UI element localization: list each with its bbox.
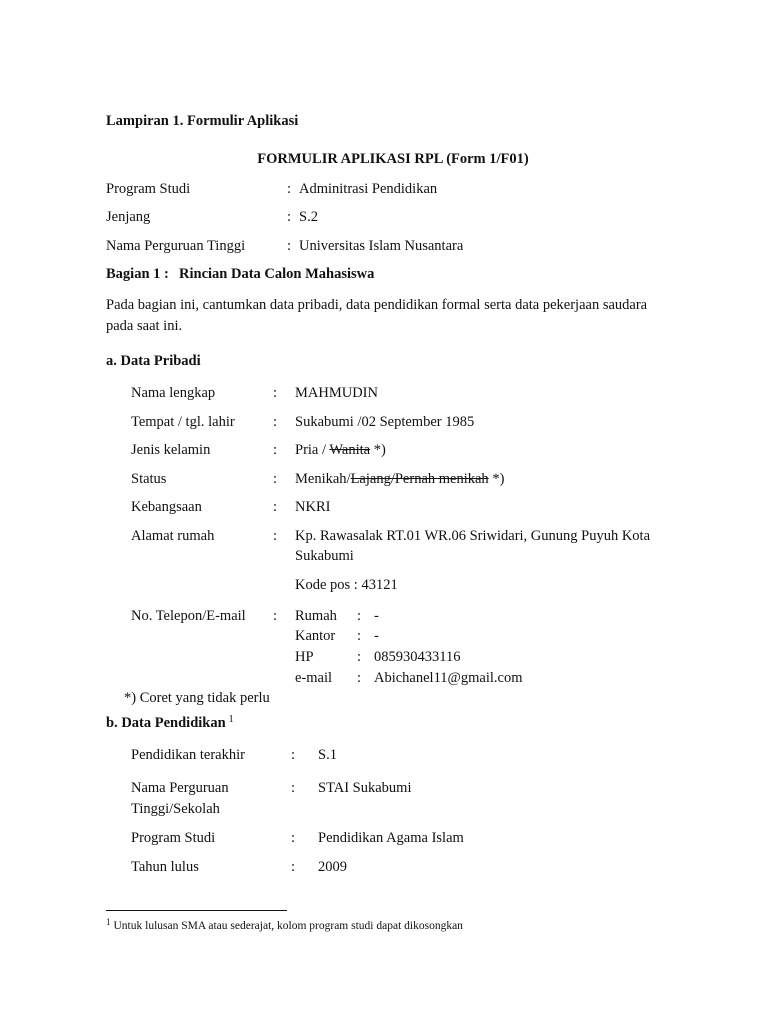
contact-email-label: e-mail [295,670,333,686]
section1-title: Rincian Data Calon Mahasiswa [179,266,375,282]
footnote-ref: 1 [228,714,234,725]
address-label: Alamat rumah [131,528,215,544]
appendix-title: Lampiran 1. Formulir Aplikasi [106,113,299,129]
status-value [295,469,504,490]
contact-home-value: - [374,608,379,624]
gender-suffix: *) [370,442,386,458]
colon: : [287,181,292,197]
institution-label-line1: Nama Perguruan [131,780,229,796]
contact-label: No. Telepon/E-mail [131,608,246,624]
gender-label: Jenis kelamin [131,442,211,458]
colon: : [273,528,278,544]
postal-code: Kode pos : 43121 [295,577,398,593]
colon: : [291,830,296,846]
last-edu-value: S.1 [318,747,337,763]
colon: : [357,649,362,665]
colon: : [357,628,362,644]
colon: : [291,780,296,796]
colon: : [273,471,278,487]
strike-note: *) Coret yang tidak perlu [124,690,270,706]
form-title: FORMULIR APLIKASI RPL (Form 1/F01) [257,151,529,167]
status-kept: Menikah/ [295,471,351,487]
colon: : [291,747,296,763]
colon: : [357,608,362,624]
nationality-value: NKRI [295,499,331,515]
last-edu-label: Pendidikan terakhir [131,747,245,763]
program-label: Program Studi [131,830,216,846]
colon: : [273,608,278,624]
jenjang-value: S.2 [299,209,318,225]
footnote-mark: 1 [106,917,111,927]
colon: : [291,859,296,875]
birth-label: Tempat / tgl. lahir [131,414,235,430]
contact-email-value: Abichanel11@gmail.com [374,670,523,686]
footnote [106,916,463,935]
colon: : [287,238,292,254]
colon: : [357,670,362,686]
contact-hp-label: HP [295,649,314,665]
program-value: Pendidikan Agama Islam [318,830,464,846]
name-value: MAHMUDIN [295,385,378,401]
name-label: Nama lengkap [131,385,216,401]
footnote-text: Untuk lulusan SMA atau sederajat, kolom program studi dapat dikosongkan [113,920,463,932]
colon: : [273,442,278,458]
section1-intro-line1: Pada bagian ini, cantumkan data pribadi, data pendidikan formal serta data pekerjaan saudara [106,297,648,313]
birth-value: Sukabumi /02 September 1985 [295,414,475,430]
education-heading [106,713,234,734]
nationality-label: Kebangsaan [131,499,202,515]
section1-label: Bagian 1 : [106,266,169,282]
address-line2: Sukabumi [295,548,354,564]
institution-label-line2: Tinggi/Sekolah [131,801,220,817]
perguruan-tinggi-value: Universitas Islam Nusantara [299,238,464,254]
gender-value [295,440,386,461]
colon: : [287,209,292,225]
education-heading-text: b. Data Pendidikan [106,715,226,731]
contact-hp-value: 085930433116 [374,649,461,665]
contact-office-label: Kantor [295,628,336,644]
colon: : [273,385,278,401]
institution-value: STAI Sukabumi [318,780,412,796]
section1-intro-line2: pada saat ini. [106,318,183,334]
grad-year-label: Tahun lulus [131,859,199,875]
status-label: Status [131,471,167,487]
gender-kept: Pria / [295,442,330,458]
program-studi-label: Program Studi [106,181,191,197]
perguruan-tinggi-label: Nama Perguruan Tinggi [106,238,246,254]
status-struck: Lajang/Pernah menikah [350,471,489,487]
contact-home-label: Rumah [295,608,337,624]
status-suffix: *) [488,471,505,487]
program-studi-value: Adminitrasi Pendidikan [299,181,438,197]
address-line1: Kp. Rawasalak RT.01 WR.06 Sriwidari, Gunung Puyuh Kota [295,528,651,544]
colon: : [273,499,278,515]
jenjang-label: Jenjang [106,209,151,225]
gender-struck: Wanita [329,442,371,458]
personal-heading: a. Data Pribadi [106,353,201,369]
colon: : [273,414,278,430]
footnote-divider [106,910,287,911]
grad-year-value: 2009 [318,859,347,875]
contact-office-value: - [374,628,379,644]
